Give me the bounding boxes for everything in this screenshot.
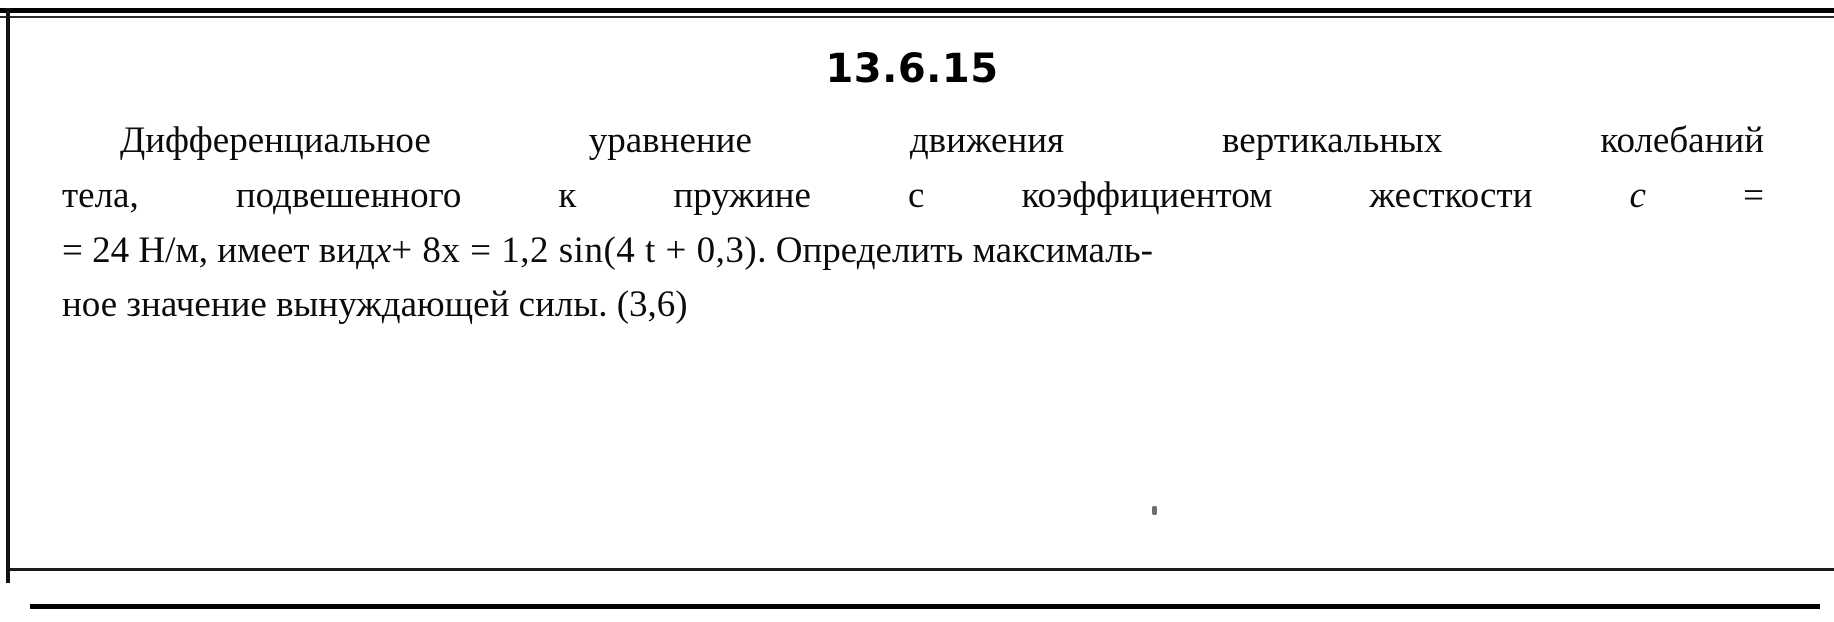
page-bottom-border-secondary bbox=[30, 604, 1820, 609]
statement-line-2-word-2: к bbox=[558, 174, 577, 216]
statement-line-2-word-1: подвешенного bbox=[235, 174, 462, 216]
page-content bbox=[12, 18, 1812, 566]
statement-line-2-word-6: жесткости bbox=[1369, 174, 1533, 216]
statement-line-1-word-2: движения bbox=[909, 120, 1065, 161]
statement-line-2-word-8: = bbox=[1743, 174, 1764, 216]
statement-line-2 bbox=[62, 169, 1764, 224]
statement-line-3-tail: . Определить максималь- bbox=[757, 229, 1153, 271]
statement-line-1-word-0: Дифференциальное bbox=[120, 120, 431, 161]
page-left-border bbox=[6, 8, 10, 583]
statement-line-1 bbox=[62, 114, 1764, 169]
scan-artifact-speck bbox=[1152, 506, 1157, 515]
statement-line-1-word-3: вертикальных bbox=[1222, 120, 1443, 161]
problem-number: 13.6.15 bbox=[825, 46, 999, 92]
statement-line-2-word-0: тела, bbox=[62, 174, 139, 216]
statement-line-2-word-5: коэффициентом bbox=[1021, 174, 1273, 216]
page-top-border bbox=[0, 8, 1834, 13]
statement-line-1-word-4: колебаний bbox=[1600, 120, 1764, 161]
statement-line-2-word-4: с bbox=[907, 174, 925, 216]
differential-equation: + 8x = 1,2 sin(4 t + 0,3) bbox=[391, 229, 758, 271]
stiffness-symbol: c bbox=[1629, 174, 1646, 216]
statement-line-4: ное значение вынуждающей силы. (3,6) bbox=[62, 284, 688, 326]
stiffness-value-text: = 24 Н/м, имеет вид bbox=[62, 229, 375, 271]
x-double-dot-symbol: x ¨ bbox=[375, 224, 391, 279]
problem-statement bbox=[62, 114, 1764, 333]
statement-line-3 bbox=[62, 224, 1764, 279]
page-bottom-border bbox=[10, 568, 1834, 571]
statement-line-1-word-1: уравнение bbox=[588, 120, 752, 161]
statement-line-2-word-3: пружине bbox=[673, 174, 811, 216]
